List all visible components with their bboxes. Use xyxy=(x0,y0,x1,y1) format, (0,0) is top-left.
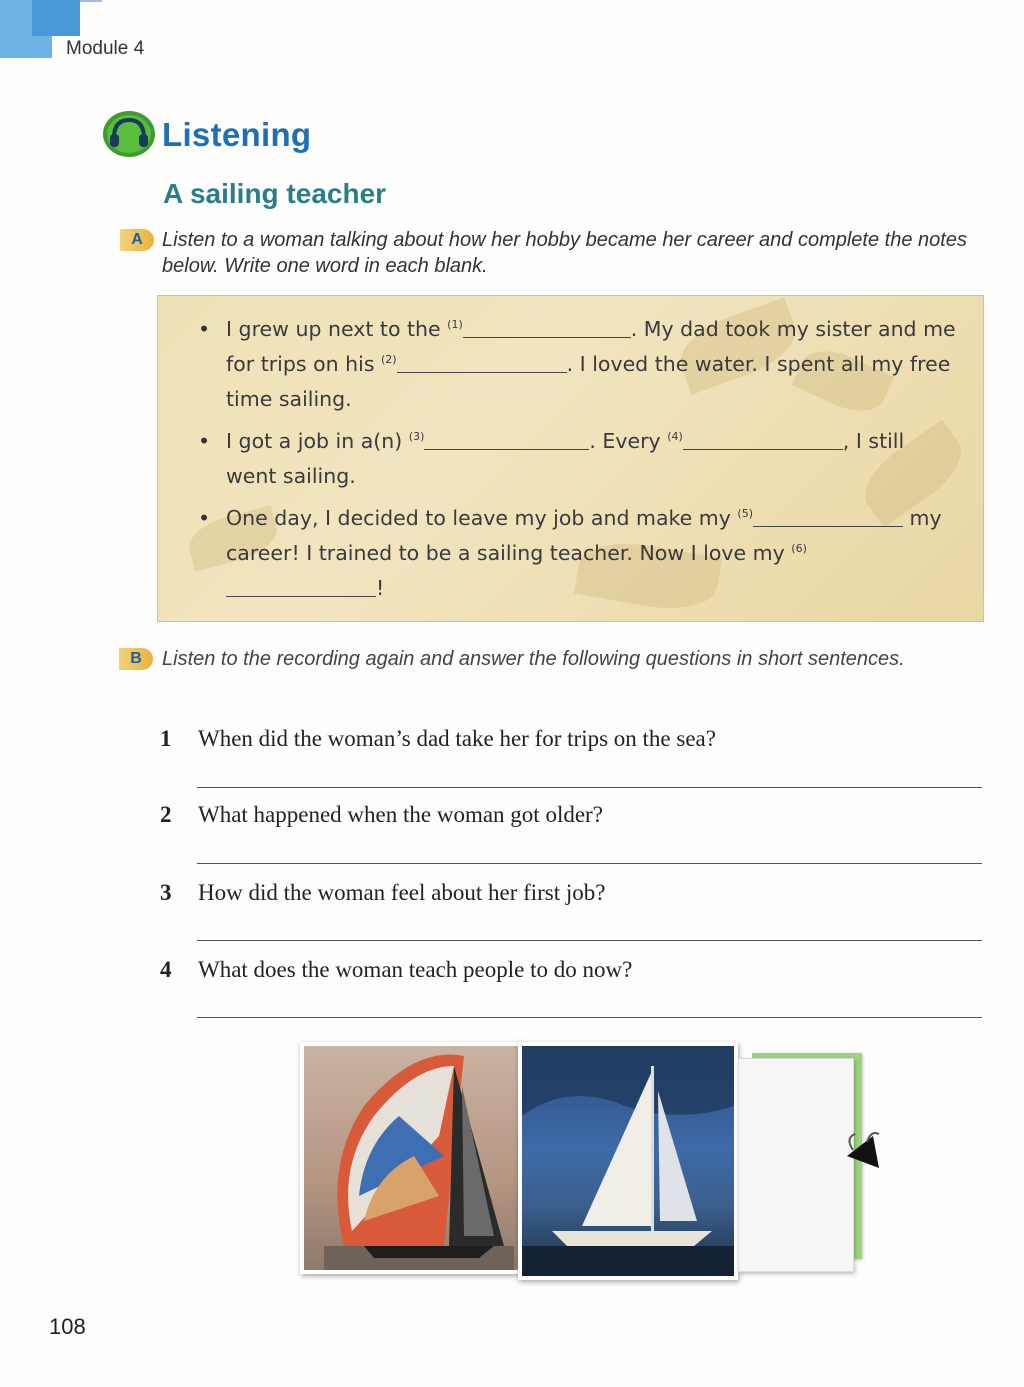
binder-clip-icon xyxy=(843,1128,883,1184)
blank-3[interactable] xyxy=(424,427,589,450)
blank-number: (5) xyxy=(737,507,754,521)
question-3: 3 How did the woman feel about her first job? xyxy=(160,880,606,905)
section-title: Listening xyxy=(162,116,312,153)
blank-number: (6) xyxy=(791,542,807,556)
question-2: 2 What happened when the woman got older? xyxy=(160,802,603,827)
part-a-instruction: Listen to a woman talking about how her hobby became her career and complete the notes below. Write one word in each blank. xyxy=(162,229,967,277)
blank-number: (4) xyxy=(667,430,683,444)
corner-line xyxy=(80,0,102,2)
blank-5[interactable] xyxy=(753,504,903,527)
answer-line-1[interactable] xyxy=(197,787,982,788)
part-b-instruction: Listen to the recording again and answer the following questions in short sentences. xyxy=(162,648,905,670)
part-b-badge: B xyxy=(119,648,153,670)
note-item: • One day, I decided to leave my job and make my $^{(5)}$ my career! I trained to be a sailing teacher. Now I love my $^{(6)}$! xyxy=(226,501,956,606)
answer-line-2[interactable] xyxy=(197,863,982,864)
note-item: • I got a job in a(n) $^{(3)}$ . Every $^{(4)}$ , I still went sailing. xyxy=(226,424,956,494)
blank-paper xyxy=(738,1058,854,1272)
spinnaker-sail-photo xyxy=(300,1042,522,1274)
note-item: • I grew up next to the $^{(1)}$ . My dad took my sister and me for trips on his $^{(2)}$ . I loved the water. I spent all my free time sailing. xyxy=(226,312,956,417)
blank-number: (1) xyxy=(447,318,463,332)
answer-line-3[interactable] xyxy=(197,940,982,941)
blank-1[interactable] xyxy=(463,315,631,338)
corner-tab-accent xyxy=(32,0,80,36)
question-4: 4 What does the woman teach people to do now? xyxy=(160,957,633,982)
question-1: 1 When did the woman’s dad take her for trips on the sea? xyxy=(160,726,716,751)
section-subtitle: A sailing teacher xyxy=(163,178,387,209)
page-number: 108 xyxy=(49,1314,86,1339)
part-a-badge: A xyxy=(120,229,154,251)
blank-2[interactable] xyxy=(397,350,567,373)
answer-line-4[interactable] xyxy=(197,1017,982,1018)
blank-number: (2) xyxy=(381,353,397,367)
blank-6[interactable] xyxy=(226,574,376,597)
headphones-icon xyxy=(102,108,156,158)
module-label: Module 4 xyxy=(66,38,145,59)
blank-4[interactable] xyxy=(683,427,843,450)
sailboat-photo xyxy=(518,1042,738,1280)
notes-list xyxy=(226,312,956,613)
blank-number: (3) xyxy=(408,430,425,444)
spinnaker-illustration xyxy=(304,1046,518,1270)
sailboat-illustration xyxy=(522,1046,734,1276)
